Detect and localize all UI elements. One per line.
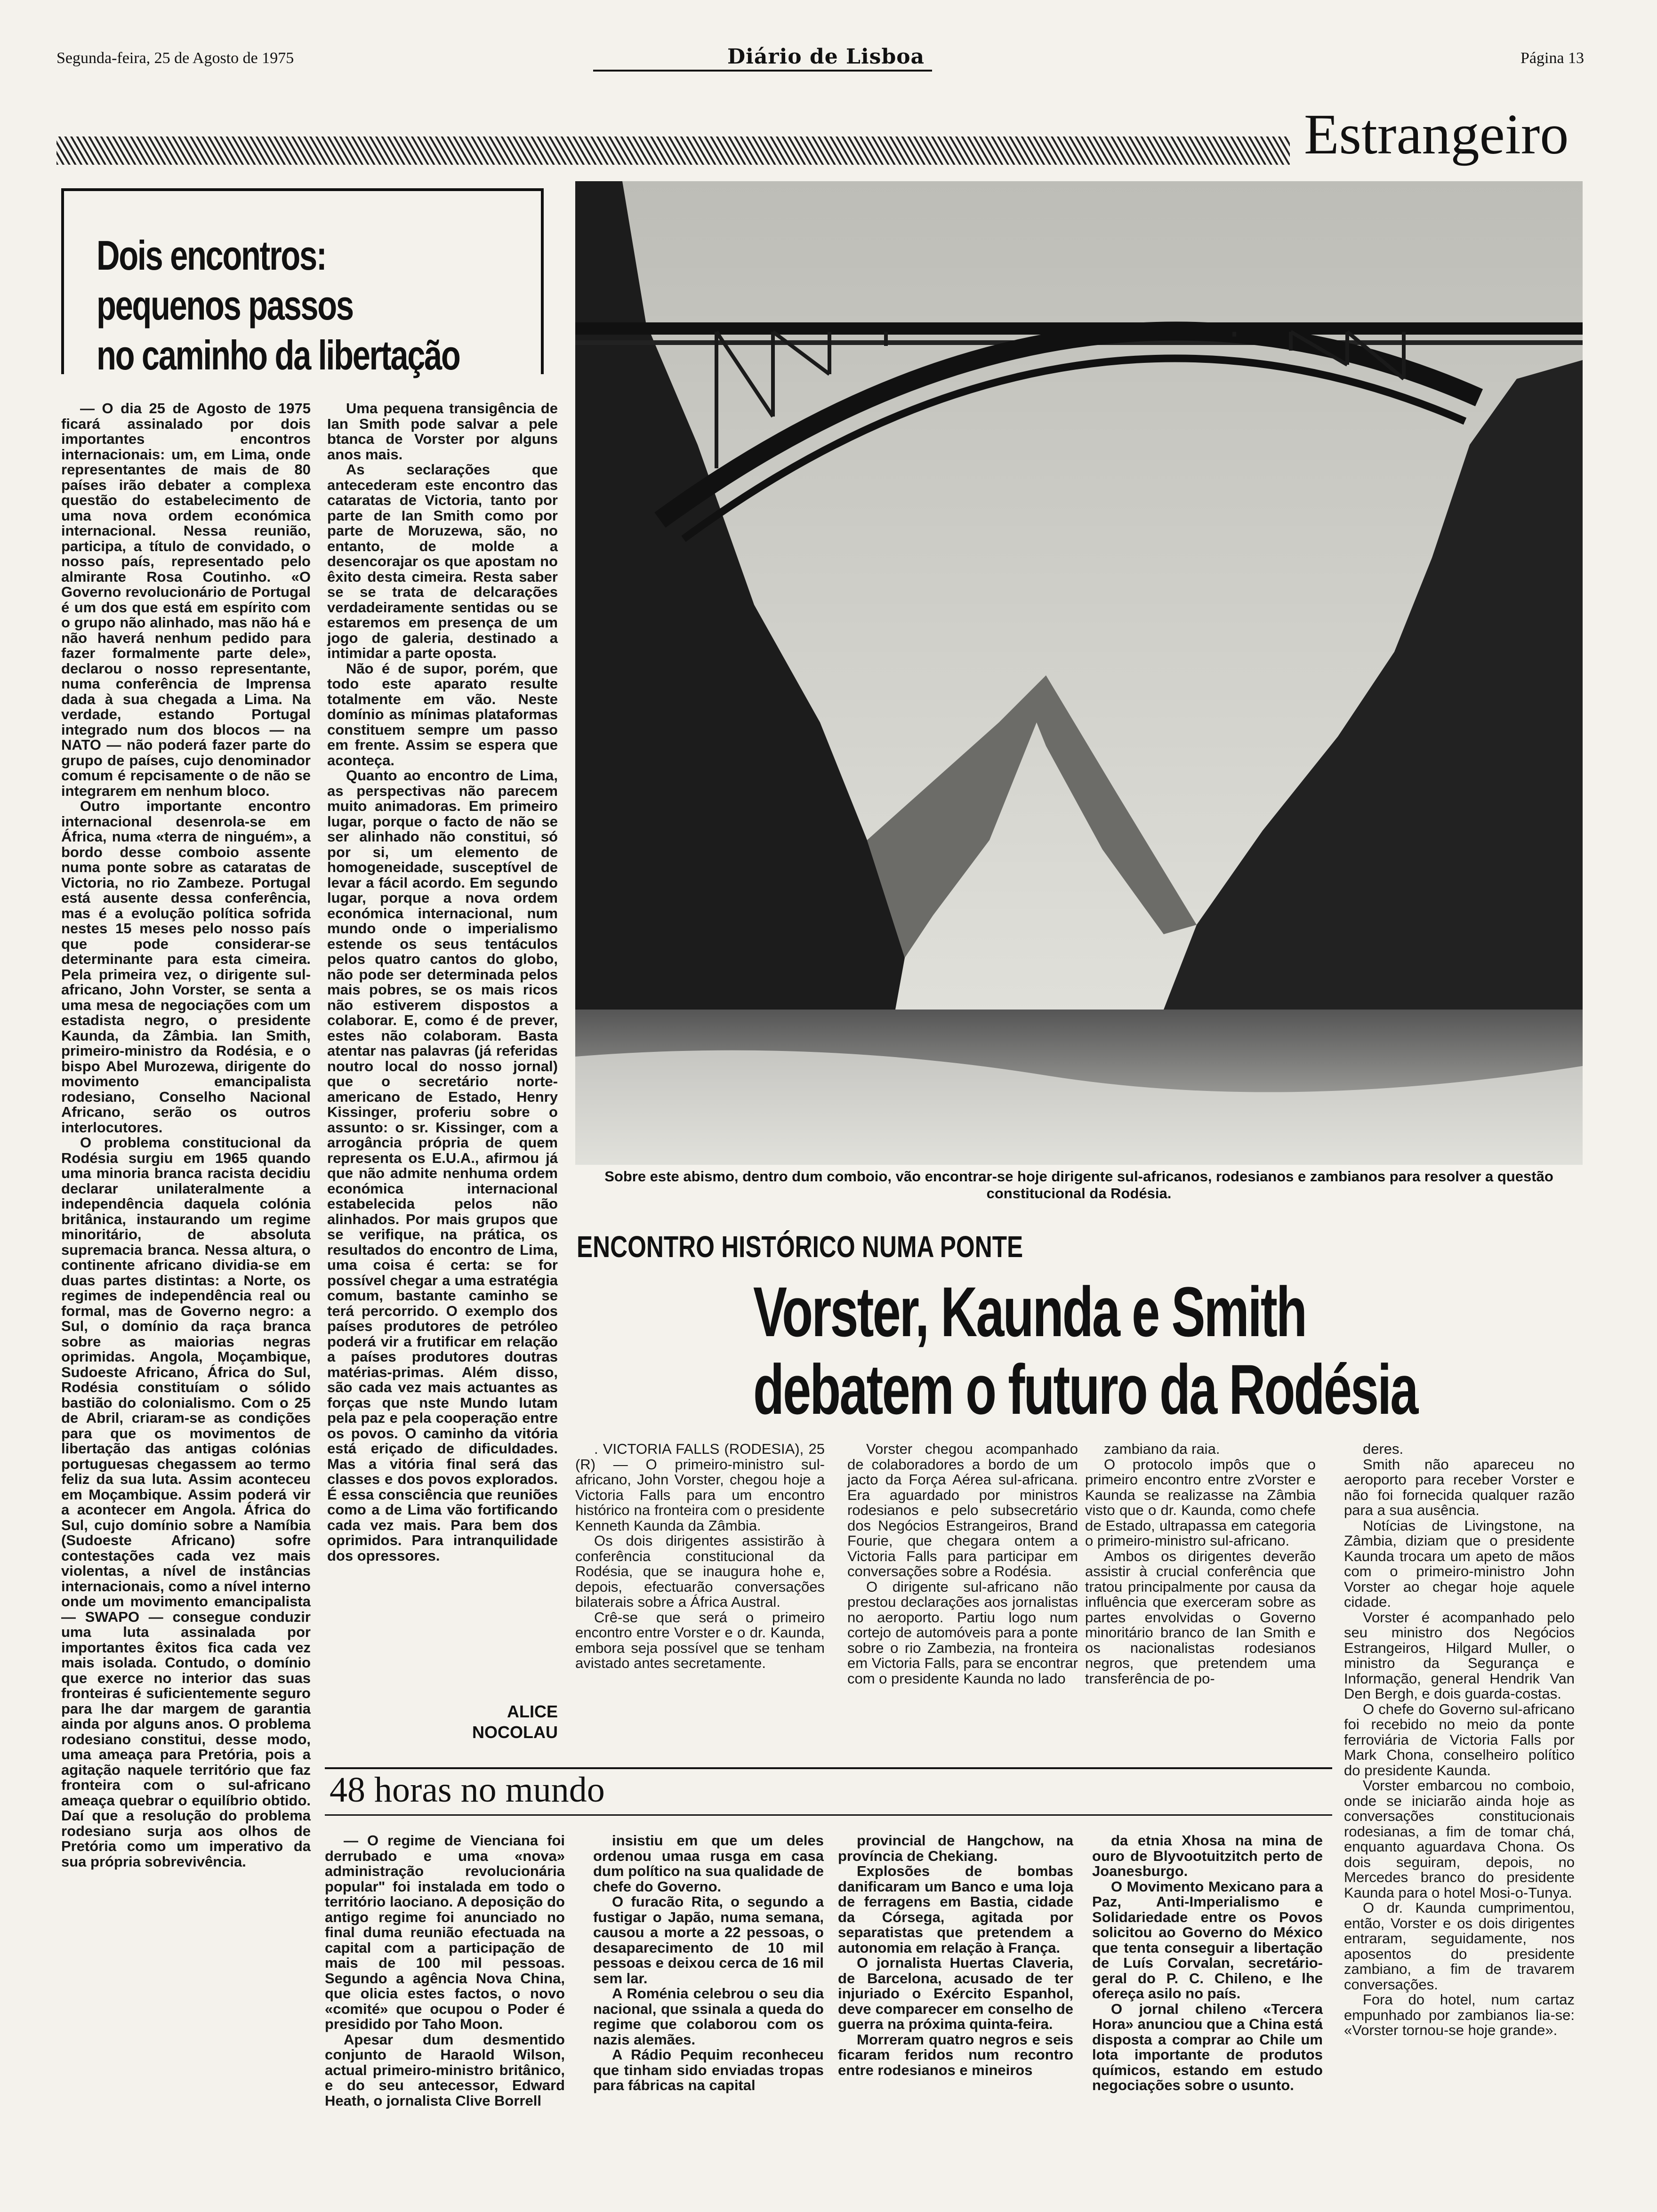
paragraph: Smith não apareceu no aeroporto para receber Vorster e não foi fornecida qualquer razão para a sua ausência. [1344,1456,1575,1518]
paragraph: deres. [1363,1441,1404,1457]
masthead: Diário de Lisboa [727,45,925,69]
paragraph: O problema constitucional da Rodésia surgiu em 1965 quando uma minoria branca racista decidiu declarar unilateralmente a independência daquela colónia britânica, instaurando um regime minoritário, de absoluta supremacia branca. Nessa altura, o continente africano dividia-se em duas partes distintas: a Norte, os regimes de independência real ou formal, mas de Governo negro: a Sul, o domínio da raça branca sobre as maiorias negras oprimidas. Angola, Moçambique, Sudoeste Africano, África do Sul, Rodésia constituíam o sólido bastião do colonialismo. Com o 25 de Abril, criaram-se as condições para que os movimentos de libertação das antigas colónias portuguesas chegassem ao termo feliz da sua luta. Assim aconteceu em Moçambique. Assim poderá vir a acontecer em Angola. África do Sul, cujo domínio sobre a Namíbia (Sudoeste Africano) sofre contestações cada vez mais violentas, a nível de instâncias internacionais, como a nível interno onde um movimento emancipalista — SWAPO — consegue conduzir uma luta assinalada por importantes êxitos fica cada vez mais isolada. Contudo, o domínio que exerce no interior das suas fronteiras é suficientemente seguro para lhe dar margem de garantia ainda por alguns anos. O problema rodesiano constitui, desse modo, uma ameaça para Pretória, pois a agitação naquele território que faz fronteira com o sul-africano ameaça quebrar o equilíbrio obtido. Daí que a resolução do problema rodesiano surja aos olhos de Pretória como um imperativo da sua própria sobrevivência. [61,1134,311,1870]
paragraph: provincial de Hangchow, na província de Chekiang. [838,1832,1073,1864]
paragraph: O dirigente sul-africano não prestou declarações aos jornalistas no aeroporto. Partiu logo num cortejo de automóveis para a ponte sobre o rio Zambezia, na fronteira em Victoria Falls, para se encontrar com o presidente Kaunda no lado [847,1578,1078,1687]
bridge-photo [575,181,1583,1165]
paragraph: Vorster embarcou no comboio, onde se iniciarão ainda hoje as conversações constitucionais rodesianas, a fim de tomar chá, enquanto aguardava Chona. Os dois seguiram, depois, no Mercedes branco do presidente Kaunda para o hotel Mosi-o-Tunya. [1344,1777,1575,1901]
main-story-kicker: ENCONTRO HISTÓRICO NUMA PONTE [577,1230,1023,1264]
paragraph: Fora do hotel, num cartaz empunhado por zambianos lia-se: «Vorster tornou-se hoje grande». [1344,1991,1575,2038]
main-story-title [753,1273,1533,1428]
paragraph: As seclarações que antecederam este encontro das cataratas de Victoria, tanto por parte de Ian Smith como por parte de Moruzewa, são, no entanto, de molde a desencorajar os que apostam no êxito desta cimeira. Resta saber se se trata de delcarações verdadeiramente sentidas ou se estaremos em presença de um jogo de galeria, destinado a intimidar a parte oposta. [327,461,558,661]
world-news-rule-bottom [325,1814,1332,1816]
photo-caption: Sobre este abismo, dentro dum comboio, vão encontrar-se hoje dirigente sul-africanos, rodesianos e zambianos para resolver a questão constitucional da Rodésia. [604,1168,1553,1202]
byline [471,1701,558,1743]
byline-line: ALICE [507,1702,558,1721]
side-story-title-line: Dois encontros: [97,232,326,279]
paragraph: Morreram quatro negros e seis ficaram feridos num recontro entre rodesianos e mineiros [838,2031,1073,2078]
side-story-title-line: pequenos passos [97,282,353,329]
header-rule [593,70,932,72]
world-news-column-1 [325,1833,565,2108]
main-story-column-4 [1344,1442,1575,2038]
paragraph: A Roménia celebrou o seu dia nacional, que ssinala a queda do regime que colaborou com os nazis alemães. [593,1985,824,2048]
section-title: Estrangeiro [1304,103,1569,166]
paragraph: — O regime de Vienciana foi derrubado e uma «nova» administração revolucionária popular" foi instalada em todo o território laociano. A deposição do antigo regime foi anunciado no final duma reunião efectuada na capital com a participação de mais de 100 mil pessoas. Segundo a agência Nova China, que olicia estes factos, o novo «comité» que ocupou o Poder é presidido por Taho Moon. [325,1832,565,2032]
paragraph: O jornal chileno «Tercera Hora» anunciou que a China está disposta a comprar ao Chile um lota importante de produtos químicos, estando em estudo negociações sobre o usunto. [1092,2000,1323,2093]
paragraph: Crê-se que será o primeiro encontro entre Vorster e o dr. Kaunda, embora seja possível que se tenham avistado antes secretamente. [575,1609,825,1671]
world-news-column-3 [838,1833,1073,2078]
main-story-title-line: debatem o futuro da Rodésia [753,1350,1417,1429]
side-story-column-2 [327,401,558,1563]
page-number: Página 13 [1520,49,1585,67]
main-story-column-2 [847,1442,1078,1686]
side-story-column-1 [61,401,311,1869]
side-story-title-line: no caminho da libertação [97,332,460,378]
paragraph: zambiano da raia. [1104,1441,1220,1457]
paragraph: O chefe do Governo sul-africano foi recebido no meio da ponte ferroviária de Victoria Falls por Mark Chona, conselheiro político do presidente Kaunda. [1344,1700,1575,1779]
paragraph: Outro importante encontro internacional desenrola-se em África, numa «terra de ninguém», a bordo desse comboio assente numa ponte sobre as cataratas de Victoria, no rio Zambeze. Portugal está ausente dessa conferência, mas é a evolução política sofrida nestes 15 meses pelo nosso país que pode considerar-se determinante para esta cimeira. Pela primeira vez, o dirigente sul-africano, John Vorster, se senta a uma mesa de negociações com um estadista negro, o presidente Kaunda, da Zâmbia. Ian Smith, primeiro-ministro da Rodésia, e o bispo Abel Murozewa, dirigente do movimento emancipalista rodesiano, Conselho Nacional Africano, serão os outros interlocutores. [61,798,311,1136]
world-news-title: 48 horas no mundo [330,1770,605,1810]
paragraph: A Rádio Pequim reconheceu que tinham sido enviadas tropas para fábricas na capital [593,2046,824,2093]
byline-line: NOCOLAU [472,1723,558,1742]
paragraph: O protocolo impôs que o primeiro encontro entre zVorster e Kaunda se realizasse na Zâmbia visto que o dr. Kaunda, como chefe de Estado, ultrapassa em categoria o primeiro-ministro sul-africano. [1085,1456,1316,1549]
paragraph: da etnia Xhosa na mina de ouro de Blyvootuitzitch perto de Joanesburgo. [1092,1832,1323,1879]
paragraph: Vorster é acompanhado pelo seu ministro dos Negócios Estrangeiros, Hilgard Muller, o ministro da Segurança e Informação, general Hendrik Van Den Bergh, e dois guarda-costas. [1344,1609,1575,1702]
paragraph: Notícias de Livingstone, na Zâmbia, diziam que o presidente Kaunda trocara um apeto de mãos com o primeiro-ministro John Vorster ao chegar hoje aquele cidade. [1344,1517,1575,1610]
paragraph: Apesar dum desmentido conjunto de Haraold Wilson, actual primeiro-ministro britânico, e do seu antecessor, Edward Heath, o jornalista Clive Borrell [325,2031,565,2109]
main-story-column-3 [1085,1442,1316,1686]
paragraph: O dr. Kaunda cumprimentou, então, Vorster e os dois dirigentes entraram, seguidamente, nos aposentos do presidente zambiano, a fim de travarem conversações. [1344,1899,1575,1993]
paragraph: O Movimento Mexicano para a Paz, Anti-Imperialismo e Solidariedade entre os Povos solicitou ao Governo do México que tenta conseguir a libertação de Luís Corvalan, secretário-geral do P. C. Chileno, e lhe ofereça asilo no país. [1092,1878,1323,2002]
paragraph: insistiu em que um deles ordenou umaa rusga em casa dum político na sua qualidade de chefe do Governo. [593,1832,824,1895]
paragraph: Ambos os dirigentes deverão assistir à crucial conferência que tratou principalmente por causa da influência que exerceram sobre as partes envolvidas o Governo minoritário branco de Ian Smith e os nacionalistas rodesianos negros, que pretendem uma transferência de po- [1085,1547,1316,1687]
paragraph: O furacão Rita, o segundo a fustigar o Japão, numa semana, causou a morte a 22 pessoas, o desaparecimento de 10 mil pessoas e deixou cerca de 16 mil sem lar. [593,1893,824,1987]
paragraph: O jornalista Huertas Claveria, de Barcelona, acusado de ter injuriado o Exército Espanhol, deve comparecer em conselho de guerra na próxima quinta-feira. [838,1955,1073,2032]
main-story-title-line: Vorster, Kaunda e Smith [753,1272,1306,1351]
paragraph: Os dois dirigentes assistirão à conferência constitucional da Rodésia, que se inaugura hohe e, depois, efectuarão conversações bilaterais sobre a África Austral. [575,1532,825,1610]
paragraph: Não é de supor, porém, que todo este aparato resulte totalmente em vão. Neste domínio as mínimas plataformas constituem sempre um passo em frente. Assim se espera que aconteça. [327,660,558,769]
section-hatch-band [56,136,1290,165]
paragraph: . VICTORIA FALLS (RODESIA), 25 (R) — O primeiro-ministro sul-africano, John Vorster, chegou hoje a Victoria Falls para um encontro histórico na fronteira com o presidente Kenneth Kaunda da Zâmbia. [575,1441,825,1534]
issue-date: Segunda-feira, 25 de Agosto de 1975 [56,49,294,67]
world-news-column-4 [1092,1833,1323,2093]
main-story-column-1 [575,1442,825,1671]
paragraph: — O dia 25 de Agosto de 1975 ficará assinalado por dois importantes encontros internacionais: um, em Lima, onde representantes de mais de 80 países irão debater a complexa questão do estabelecimento de uma nova ordem económica internacional. Nessa reunião, participa, a título de convidado, o nosso país, representado pelo almirante Rosa Coutinho. «O Governo revolucionário de Portugal é um dos que está em espírito com o grupo não alinhado, mas não há e não haverá nenhum pedido para fazer formalmente parte dele», declarou o nosso representante, numa conferência de Imprensa dada à sua chegada a Lima. Na verdade, estando Portugal integrado num dos blocos — na NATO — não poderá fazer parte do grupo de países, cujo denominador comum é repcisamente o de não se integrarem em nenhum bloco. [61,400,311,799]
side-story-title [97,231,519,380]
world-news-rule-top [325,1767,1332,1769]
paragraph: Uma pequena transigência de Ian Smith pode salvar a pele btanca de Vorster por alguns anos mais. [327,400,558,463]
paragraph: Vorster chegou acompanhado de colaboradores a bordo de um jacto da Força Aérea sul-africana. Era aguardado por ministros rodesianos e pelo subsecretário dos Negócios Estrangeiros, Brand Fourie, que chegara ontem a Victoria Falls para participar em conversações sobre a Rodésia. [847,1441,1078,1579]
world-news-column-2 [593,1833,824,2093]
paragraph: Explosões de bombas danificaram um Banco e uma loja de ferragens em Bastia, cidade da Córsega, agitada por separatistas que pretendem a autonomia em relação à França. [838,1863,1073,1956]
paragraph: Quanto ao encontro de Lima, as perspectivas não parecem muito animadoras. Em primeiro lugar, porque o facto de não se ser alinhado não constitui, só por si, um elemento de homogeneidade, susceptível de levar a fácil acordo. Em segundo lugar, porque a nova ordem económica internacional, num mundo onde o imperialismo estende os seus tentáculos pelos quatro cantos do globo, não pode ser determinada pelos mais pobres, se os mais ricos não estiverem dispostos a colaborar. E, como é de prever, estes não colaboram. Basta atentar nas palavras (já referidas noutro local do nosso jornal) que o secretário norte-americano de Estado, Henry Kissinger, proferiu sobre o assunto: o sr. Kissinger, com a arrogância própria de quem representa os E.U.A., afirmou já que não admite nenhuma ordem económica internacional estabelecida pelos não alinhados. Por mais grupos que se verifique, na prática, os resultados do encontro de Lima, uma coisa é certa: se for possível chegar a uma estratégia comum, bastante caminho se terá percorrido. O exemplo dos países produtores de petróleo poderá vir a frutificar em relação a países produtores doutras matérias-primas. Além disso, são cada vez mais actuantes as forças que nste Mundo lutam pela paz e pela cooperação entre os povos. O caminho da vitória está eriçado de dificuldades. Mas a vitória final será das classes e dos povos explorados. É essa consciência que reuniões como a de Lima vão fortificando cada vez mais. Para bem dos oprimidos. Para intranquilidade dos opressores. [327,767,558,1564]
